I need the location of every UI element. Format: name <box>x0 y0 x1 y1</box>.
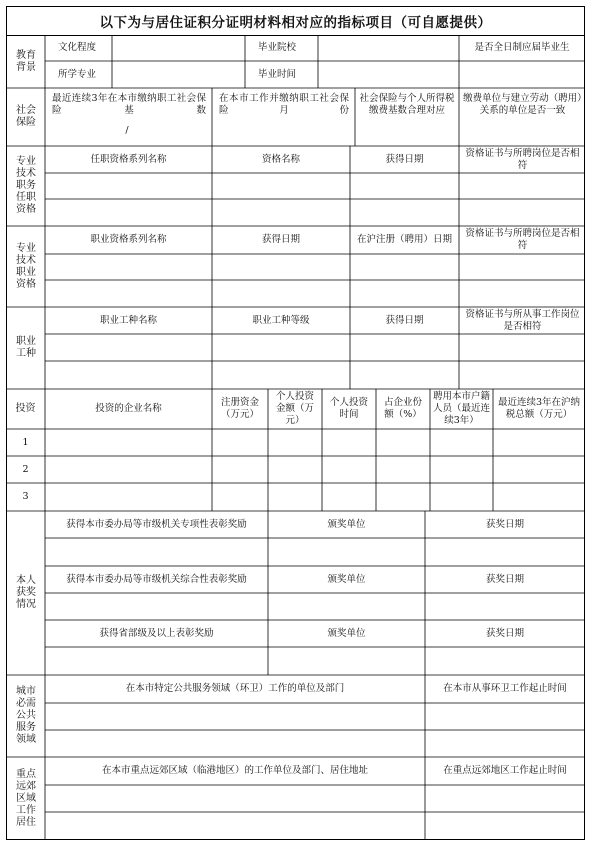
header-vocational-match: 资格证书与所从事工作岗位是否相符 <box>465 308 580 332</box>
header-invest-hires: 聘用本市户籍人员（最近连续3年） <box>432 391 490 426</box>
header-prof-tech-date: 获得日期 <box>385 153 424 165</box>
invest-row-number: 2 <box>22 463 29 475</box>
header-award-unit: 颁奖单位 <box>327 627 366 639</box>
section-education-label: 教育背景 <box>16 50 36 73</box>
header-award-unit: 颁奖单位 <box>327 518 366 530</box>
invest-row-number: 1 <box>22 436 29 448</box>
header-social-base-3yr: 最近连续3年在本市缴纳职工社会保险基数 <box>52 93 206 116</box>
header-social-months: 在本市工作并缴纳职工社会保险月份 <box>219 93 349 116</box>
header-award-date: 获奖日期 <box>485 518 524 530</box>
header-social-tax-match: 社会保险与个人所得税缴费基数合理对应 <box>359 93 455 116</box>
header-award-provincial: 获得省部级及以上表彰奖励 <box>99 627 214 639</box>
section-investment-label: 投资 <box>15 403 36 414</box>
header-prof-qual-reg: 在沪注册（聘用）日期 <box>357 234 453 245</box>
section-public-service-label: 城市必需公共服务领域 <box>16 686 36 745</box>
header-public-service-unit: 在本市特定公共服务领域（环卫）工作的单位及部门 <box>125 683 345 694</box>
header-award-municipal-special: 获得本市委办局等市级机关专项性表彰奖励 <box>66 518 247 530</box>
section-prof-qual-label: 专业技术职业资格 <box>16 242 36 290</box>
header-prof-tech-name: 资格名称 <box>261 153 300 165</box>
header-employer-relation: 缴费单位与建立劳动（聘用）关系的单位是否一致 <box>463 93 582 116</box>
header-prof-qual-date: 获得日期 <box>261 234 300 245</box>
header-suburb-unit: 在本市重点远郊区域（临港地区）的工作单位及部门、居住地址 <box>101 765 368 776</box>
header-prof-tech-match: 资格证书与所聘岗位是否相符 <box>465 147 580 171</box>
label-fulltime-graduate: 是否全日制应届毕业生 <box>474 42 570 53</box>
header-award-municipal-general: 获得本市委办局等市级机关综合性表彰奖励 <box>66 573 247 585</box>
header-invest-time: 个人投资时间 <box>329 397 368 420</box>
label-major: 所学专业 <box>58 68 97 80</box>
header-invest-amount: 个人投资金额（万元） <box>275 391 314 426</box>
header-invest-tax: 最近连续3年在沪纳税总额（万元） <box>497 397 581 420</box>
header-invest-company: 投资的企业名称 <box>95 403 162 414</box>
social-base-slash: / <box>125 125 129 136</box>
section-vocational-label: 职业工种 <box>16 336 36 359</box>
section-prof-tech-label: 专业技术职务任职资格 <box>16 156 36 215</box>
header-public-service-time: 在本市从事环卫工作起止时间 <box>443 683 567 694</box>
header-prof-qual-series: 职业资格系列名称 <box>90 234 167 245</box>
section-suburb-label: 重点远郊区域工作居住 <box>16 768 36 828</box>
header-invest-capital: 注册资金（万元） <box>220 397 259 420</box>
section-awards-label: 本人获奖情况 <box>16 575 36 610</box>
header-vocational-date: 获得日期 <box>385 314 424 326</box>
header-prof-qual-match: 资格证书与所聘岗位是否相符 <box>465 228 580 251</box>
header-award-unit: 颁奖单位 <box>327 573 366 585</box>
label-education-level: 文化程度 <box>58 42 97 53</box>
input-major[interactable] <box>112 61 245 88</box>
header-invest-share: 占企业份额（%） <box>383 397 422 420</box>
label-graduate-school: 毕业院校 <box>258 42 297 53</box>
header-prof-tech-series: 任职资格系列名称 <box>90 153 167 165</box>
header-vocational-level: 职业工种等级 <box>252 314 310 326</box>
input-graduate-school[interactable] <box>318 35 459 61</box>
input-fulltime-graduate[interactable] <box>459 61 585 88</box>
label-graduation-time: 毕业时间 <box>258 68 297 80</box>
header-vocational-name: 职业工种名称 <box>99 314 157 326</box>
form-title: 以下为与居住证积分证明材料相对应的指标项目（可自愿提供） <box>6 6 585 36</box>
header-award-date: 获奖日期 <box>485 627 524 639</box>
input-graduation-time[interactable] <box>318 61 459 88</box>
invest-row-number: 3 <box>22 491 29 502</box>
section-social-insurance-label: 社会保险 <box>16 105 36 128</box>
header-suburb-time: 在重点远郊地区工作起止时间 <box>443 765 567 776</box>
header-award-date: 获奖日期 <box>485 573 524 585</box>
input-education-level[interactable] <box>112 35 245 61</box>
